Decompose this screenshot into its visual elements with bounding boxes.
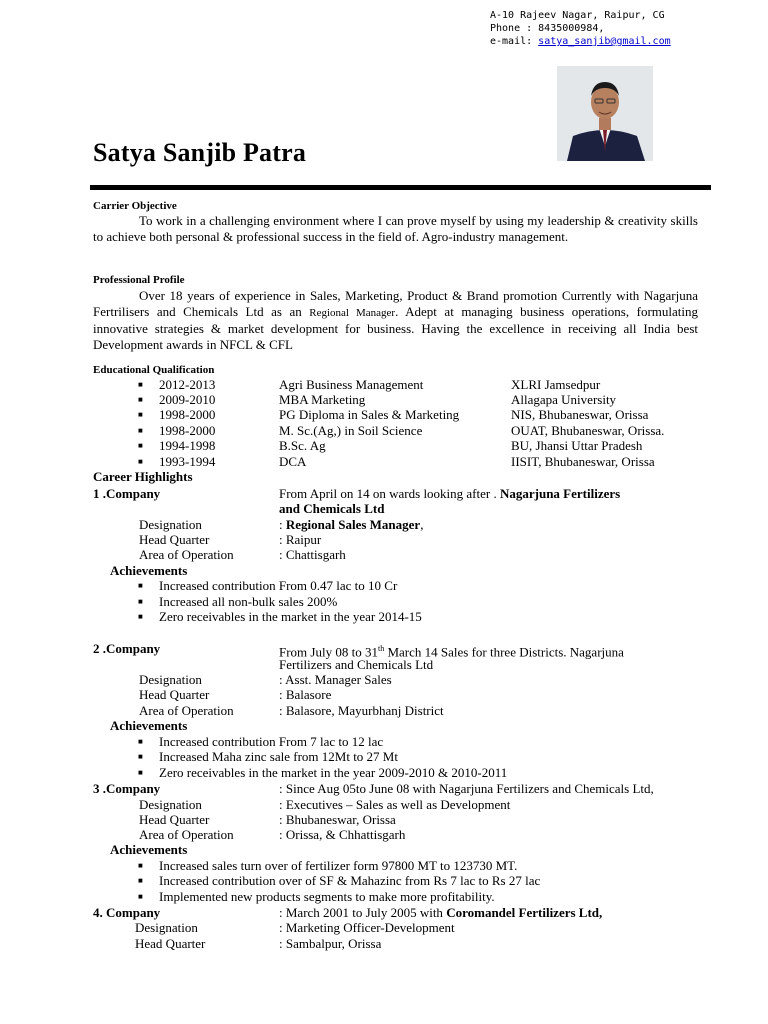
edu-institute: Allagapa University: [511, 392, 617, 407]
achievement-item: Increased contribution From 0.47 lac to 10 Cr: [159, 578, 398, 593]
phone-text: Phone : 8435000984,: [490, 23, 605, 34]
hq-value: : Bhubaneswar, Orissa: [279, 812, 396, 827]
portrait-image: [557, 66, 653, 161]
achievement-item: Implemented new products segments to make more profitability.: [159, 889, 495, 904]
edu-institute: BU, Jhansi Uttar Pradesh: [511, 438, 643, 453]
designation-value: [279, 517, 423, 532]
achievement-item: Increased contribution over of SF & Mahazinc from Rs 7 lac to Rs 27 lac: [159, 873, 541, 888]
achievements-heading: Achievements: [110, 842, 188, 857]
bullet-icon: ■: [138, 612, 143, 621]
profile-text-part2: . Adept at managing business operations, formulating innovative strategies & market development for business. Having the excellence in receiving all India best Development awards in NFCL & CFL: [93, 303, 698, 352]
designation-title: Regional Sales Manager: [285, 517, 421, 532]
career-heading: Career Highlights: [93, 469, 193, 484]
bullet-icon: ■: [138, 581, 143, 590]
profile-text-role: Regional Manager: [309, 306, 396, 319]
edu-course: Agri Business Management: [279, 377, 424, 392]
edu-institute: OUAT, Bhubaneswar, Orissa.: [511, 423, 665, 438]
edu-institute: NIS, Bhubaneswar, Orissa: [511, 407, 649, 422]
bullet-icon: ■: [138, 892, 143, 901]
bullet-icon: ■: [138, 426, 143, 435]
bullet-icon: ■: [138, 752, 143, 761]
achievement-item: Increased all non-bulk sales 200%: [159, 594, 338, 609]
designation-label: Designation: [135, 920, 198, 935]
profile-heading: Professional Profile: [93, 274, 185, 286]
achievements-heading: Achievements: [110, 718, 188, 733]
area-value: : Balasore, Mayurbhanj District: [279, 703, 444, 718]
edu-course: M. Sc.(Ag,) in Soil Science: [279, 423, 423, 438]
achievement-item: Increased contribution From 7 lac to 12 lac: [159, 734, 384, 749]
edu-year: 2012-2013: [159, 377, 216, 392]
profile-photo: [557, 66, 653, 161]
bullet-icon: ■: [138, 768, 143, 777]
bullet-icon: ■: [138, 380, 143, 389]
edu-course: PG Diploma in Sales & Marketing: [279, 407, 460, 422]
email-label: e-mail:: [490, 36, 539, 47]
edu-year: 1998-2000: [159, 407, 216, 422]
bullet-icon: ■: [138, 395, 143, 404]
edu-course: DCA: [279, 454, 307, 469]
objective-text: To work in a challenging environment where I can prove myself by using my leadership & creativity skills to achieve both personal & professional success in the field of. Agro-industry management.: [93, 213, 698, 244]
company-name: Nagarjuna Fertilizers: [499, 486, 621, 501]
achievement-item: Zero receivables in the market in the year 2009-2010 & 2010-2011: [159, 765, 508, 780]
bullet-icon: ■: [138, 441, 143, 450]
edu-year: 2009-2010: [159, 392, 216, 407]
education-heading: Educational Qualification: [93, 364, 215, 376]
area-label: Area of Operation: [139, 547, 234, 562]
company-title: 4. Company: [93, 905, 161, 920]
company-desc-text: From April on 14 on wards looking after .: [279, 486, 500, 501]
contact-block: [490, 9, 671, 48]
company-title: 2 .Company: [93, 641, 161, 656]
email-line: [490, 35, 671, 48]
designation-label: Designation: [139, 517, 202, 532]
bullet-icon: ■: [138, 876, 143, 885]
company-desc-cont: Fertilizers and Chemicals Ltd: [279, 657, 434, 672]
header-divider: [90, 185, 711, 190]
edu-course: MBA Marketing: [279, 392, 366, 407]
achievement-item: Zero receivables in the market in the year 2014-15: [159, 609, 422, 624]
company-title: 1 .Company: [93, 486, 161, 501]
email-link[interactable]: satya_sanjib@gmail.com: [538, 36, 671, 47]
designation-value: : Marketing Officer-Development: [279, 920, 455, 935]
designation-label: Designation: [139, 797, 202, 812]
company-description: [279, 486, 620, 501]
ordinal-suffix: th: [377, 644, 385, 653]
hq-label: Head Quarter: [135, 936, 206, 951]
achievements-heading: Achievements: [110, 563, 188, 578]
bullet-icon: ■: [138, 737, 143, 746]
address-text: A-10 Rajeev Nagar, Raipur, CG: [490, 10, 665, 21]
company-description: [279, 905, 602, 920]
edu-year: 1994-1998: [159, 438, 216, 453]
bullet-icon: ■: [138, 457, 143, 466]
bullet-icon: ■: [138, 597, 143, 606]
hq-value: : Sambalpur, Orissa: [279, 936, 382, 951]
company-desc-text: From July 08 to 31: [279, 644, 378, 660]
company-desc-text: March 14 Sales for three Districts. Nagarjuna: [384, 644, 624, 660]
hq-value: : Raipur: [279, 532, 322, 547]
profile-text: [93, 288, 698, 352]
candidate-name: Satya Sanjib Patra: [93, 138, 307, 167]
bullet-icon: ■: [138, 410, 143, 419]
company-title: 3 .Company: [93, 781, 161, 796]
hq-label: Head Quarter: [139, 812, 210, 827]
designation-value: : Asst. Manager Sales: [279, 672, 392, 687]
company-description: : Since Aug 05to June 08 with Nagarjuna Fertilizers and Chemicals Ltd,: [279, 781, 654, 796]
edu-year: 1998-2000: [159, 423, 216, 438]
achievement-item: Increased sales turn over of fertilizer form 97800 MT to 123730 MT.: [159, 858, 518, 873]
designation-prefix: :: [279, 517, 286, 532]
hq-label: Head Quarter: [139, 532, 210, 547]
designation-value: : Executives – Sales as well as Development: [279, 797, 511, 812]
company-name-cont: and Chemicals Ltd: [279, 501, 385, 516]
edu-institute: IISIT, Bhubaneswar, Orissa: [511, 454, 655, 469]
bullet-icon: ■: [138, 861, 143, 870]
objective-heading: Carrier Objective: [93, 200, 177, 212]
area-label: Area of Operation: [139, 827, 234, 842]
edu-institute: XLRI Jamsedpur: [511, 377, 601, 392]
area-value: : Orissa, & Chhattisgarh: [279, 827, 406, 842]
hq-value: : Balasore: [279, 687, 332, 702]
hq-label: Head Quarter: [139, 687, 210, 702]
area-value: : Chattisgarh: [279, 547, 346, 562]
edu-course: B.Sc. Ag: [279, 438, 326, 453]
area-label: Area of Operation: [139, 703, 234, 718]
designation-label: Designation: [139, 672, 202, 687]
achievement-item: Increased Maha zinc sale from 12Mt to 27 Mt: [159, 749, 398, 764]
company-name: Coromandel Fertilizers Ltd,: [446, 905, 603, 920]
company-desc-text: : March 2001 to July 2005 with: [279, 905, 447, 920]
edu-year: 1993-1994: [159, 454, 216, 469]
profile-text-part1: Over 18 years of experience in Sales, Marketing, Product & Brand promotion Currently with Nagarjuna Fertrilisers and Chemicals Ltd as an: [93, 288, 698, 319]
designation-suffix: ,: [420, 517, 424, 532]
